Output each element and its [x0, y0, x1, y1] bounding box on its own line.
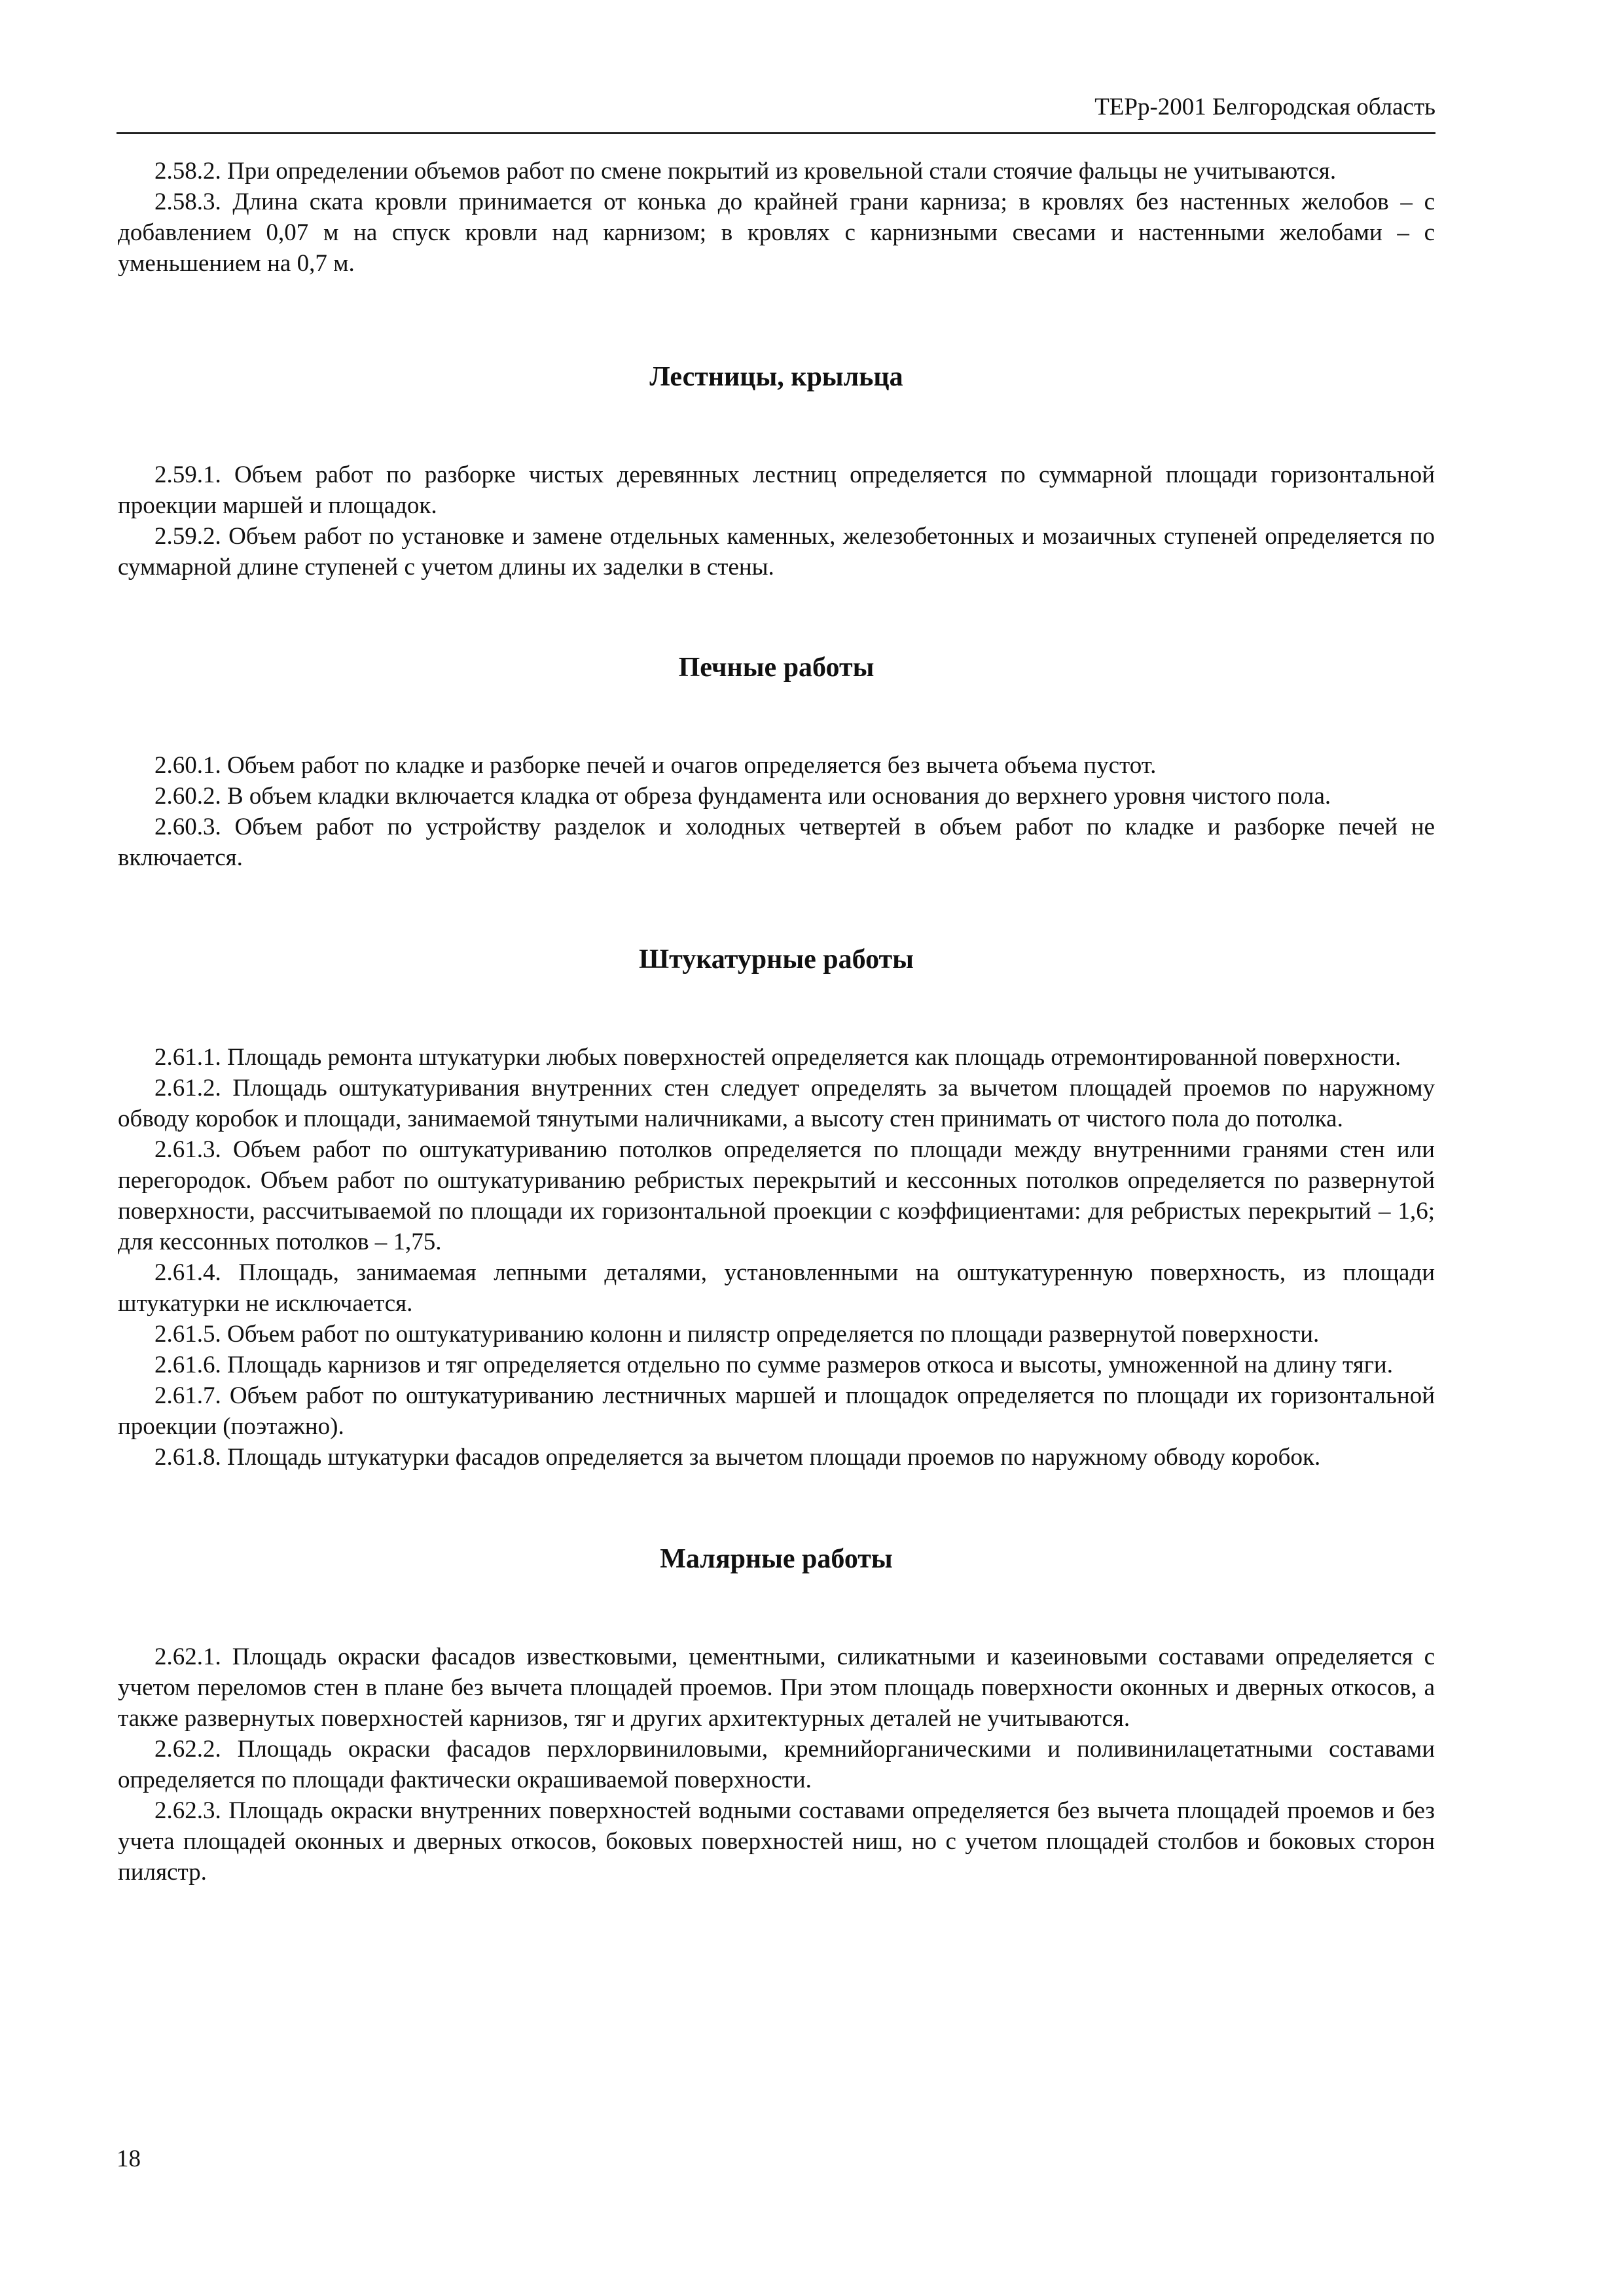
- section-title-stairs: Лестницы, крыльца: [649, 362, 903, 392]
- paragraph-2-62-2: 2.62.2. Площадь окраски фасадов перхлорвиниловыми, кремнийорганическими и поливинилацетатными составами определяется по площади фактически окрашиваемой поверхности.: [118, 1736, 1435, 1793]
- paragraph-2-61-5: 2.61.5. Объем работ по оштукатуриванию колонн и пилястр определяется по площади развернутой поверхности.: [154, 1321, 1320, 1348]
- paragraph-2-61-4: 2.61.4. Площадь, занимаемая лепными деталями, установленными на оштукатуренную поверхность, из площади штукатурки не исключается.: [118, 1259, 1435, 1317]
- section-title-plaster-works: Штукатурные работы: [639, 944, 914, 975]
- paragraph-2-60-1: 2.60.1. Объем работ по кладке и разборке печей и очагов определяется без вычета объема пустот.: [154, 752, 1157, 779]
- paragraph-2-59-1: 2.59.1. Объем работ по разборке чистых деревянных лестниц определяется по суммарной площади горизонтальной проекции маршей и площадок.: [118, 461, 1435, 519]
- page-number: 18: [117, 2145, 141, 2172]
- paragraph-2-59-2: 2.59.2. Объем работ по установке и замене отдельных каменных, железобетонных и мозаичных ступеней определяется по суммарной длине ступеней с учетом длины их заделки в стены.: [118, 523, 1435, 581]
- page-header: ТЕРр-2001 Белгородская область: [117, 92, 1435, 134]
- section-title-painting-works: Малярные работы: [660, 1544, 893, 1574]
- paragraph-2-60-2: 2.60.2. В объем кладки включается кладка от обреза фундамента или основания до верхнего уровня чистого пола.: [154, 783, 1331, 810]
- paragraph-2-60-3: 2.60.3. Объем работ по устройству разделок и холодных четвертей в объем работ по кладке и разборке печей не включается.: [118, 814, 1435, 871]
- paragraph-2-61-8: 2.61.8. Площадь штукатурки фасадов определяется за вычетом площади проемов по наружному обводу коробок.: [154, 1444, 1321, 1471]
- paragraph-2-58-2: 2.58.2. При определении объемов работ по смене покрытий из кровельной стали стоячие фальцы не учитываются.: [154, 158, 1337, 185]
- page-content: [118, 156, 1435, 1888]
- section-title-stove-works: Печные работы: [678, 653, 875, 683]
- paragraph-2-61-6: 2.61.6. Площадь карнизов и тяг определяется отдельно по сумме размеров откоса и высоты, умноженной на длину тяги.: [154, 1352, 1393, 1378]
- paragraph-2-62-3: 2.62.3. Площадь окраски внутренних поверхностей водными составами определяется без вычета площадей проемов и без учета площадей оконных и дверных откосов, боковых поверхностей ниш, но с учетом площадей столбов и боковых сторон пилястр.: [118, 1797, 1435, 1886]
- paragraph-2-62-1: 2.62.1. Площадь окраски фасадов известковыми, цементными, силикатными и казеиновыми составами определяется с учетом переломов стен в плане без вычета площадей проемов. При этом площадь поверхности оконных и дверных откосов, а также развернутых поверхностей карнизов, тяг и других архитектурных деталей не учитываются.: [118, 1643, 1435, 1732]
- paragraph-2-61-3: 2.61.3. Объем работ по оштукатуриванию потолков определяется по площади между внутренними гранями стен или перегородок. Объем работ по оштукатуриванию ребристых перекрытий и кессонных потолков определяется по развернутой поверхности, рассчитываемой по площади их горизонтальной проекции с коэффициентами: для ребристых перекрытий – 1,6; для кессонных потолков – 1,75.: [118, 1136, 1435, 1255]
- paragraph-2-61-2: 2.61.2. Площадь оштукатуривания внутренних стен следует определять за вычетом площадей проемов по наружному обводу коробок и площади, занимаемой тянутыми наличниками, а высоту стен принимать от чистого пола до потолка.: [118, 1075, 1435, 1132]
- paragraph-2-61-7: 2.61.7. Объем работ по оштукатуриванию лестничных маршей и площадок определяется по площади их горизонтальной проекции (поэтажно).: [118, 1382, 1435, 1440]
- paragraph-2-58-3: 2.58.3. Длина ската кровли принимается от конька до крайней грани карниза; в кровлях без настенных желобов – с добавлением 0,07 м на спуск кровли над карнизом; в кровлях с карнизными свесами и настенными желобами – с уменьшением на 0,7 м.: [118, 188, 1435, 277]
- paragraph-2-61-1: 2.61.1. Площадь ремонта штукатурки любых поверхностей определяется как площадь отремонтированной поверхности.: [154, 1044, 1401, 1071]
